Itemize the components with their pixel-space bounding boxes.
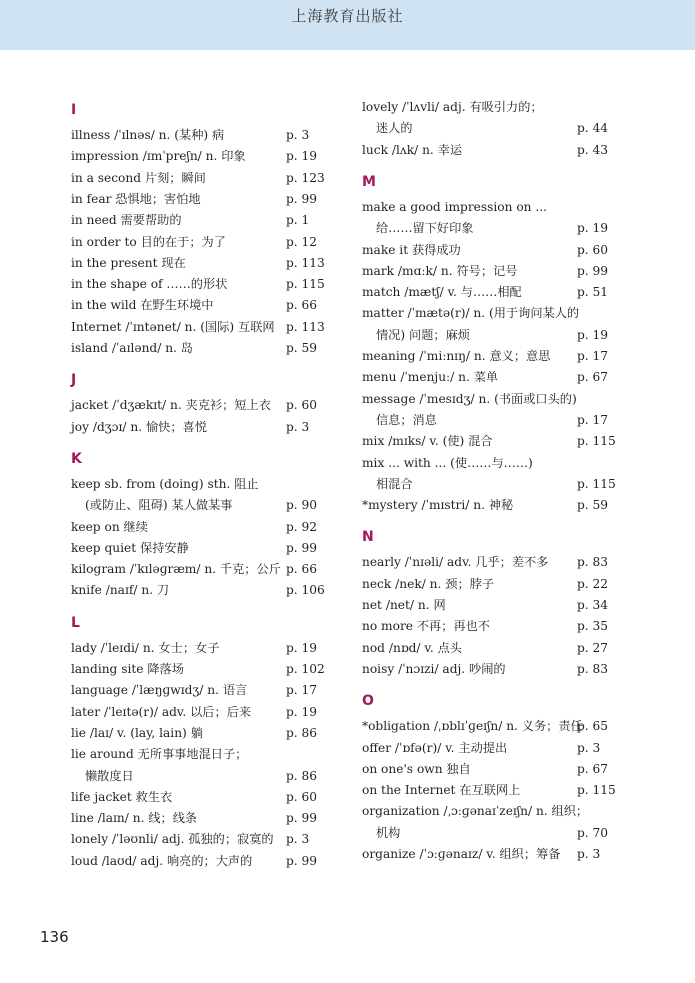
page-number: 136	[40, 928, 69, 946]
entry-page-ref: p. 66	[286, 298, 318, 313]
entry-page-ref: p. 99	[577, 263, 609, 278]
entry-page-ref: p. 59	[577, 498, 609, 513]
page-header	[0, 0, 695, 50]
entry-page-ref: p. 3	[286, 128, 310, 142]
entry-text: kilogram /ˈkɪləɡræm/ n. 千克；公斤	[71, 562, 281, 577]
entry-page-ref: p. 70	[577, 825, 609, 840]
entry-text: 机构	[376, 825, 401, 840]
entry-page-ref: p. 19	[577, 327, 609, 342]
entry-page-ref: p. 44	[577, 121, 609, 136]
entry-page-ref: p. 67	[577, 761, 609, 776]
entry-text: neck /nek/ n. 颈；脖子	[362, 576, 495, 591]
entry-page-ref: p. 19	[286, 640, 318, 655]
entry-text: knife /naɪf/ n. 刀	[71, 583, 170, 598]
entry-text: impression /ɪmˈpreʃn/ n. 印象	[71, 149, 246, 164]
entry-text: 信息；消息	[376, 412, 437, 427]
entry-text: mark /mɑːk/ n. 符号；记号	[362, 263, 518, 278]
entry-page-ref: p. 83	[577, 555, 609, 570]
entry-page-ref: p. 65	[577, 719, 609, 734]
entry-text: life jacket 救生衣	[71, 789, 173, 804]
entry-page-ref: p. 99	[286, 853, 318, 868]
entry-text: lady /ˈleɪdi/ n. 女士；女子	[71, 640, 220, 655]
entry-text: 迷人的	[376, 121, 413, 136]
entry-page-ref: p. 113	[286, 255, 325, 270]
entry-page-ref: p. 34	[577, 598, 609, 612]
entry-page-ref: p. 22	[577, 576, 609, 591]
entry-page-ref: p. 35	[577, 619, 609, 634]
entry-text: later /ˈleɪtə(r)/ adv. 以后；后来	[71, 704, 252, 719]
entry-text: island /ˈaɪlənd/ n. 岛	[71, 341, 193, 355]
entry-text: in need 需要帮助的	[71, 213, 182, 228]
entry-page-ref: p. 66	[286, 562, 318, 577]
entry-text: (或防止、阻碍) 某人做某事	[85, 498, 233, 513]
entry-text: organization /ˌɔːɡənaɪˈzeɪʃn/ n. 组织；	[362, 804, 589, 819]
entry-text: in a second 片刻；瞬间	[71, 170, 206, 185]
entry-page-ref: p. 99	[286, 811, 318, 826]
entry-page-ref: p. 67	[577, 370, 609, 385]
entry-page-ref: p. 17	[577, 349, 609, 363]
entry-page-ref: p. 3	[577, 847, 601, 861]
entry-page-ref: p. 115	[286, 277, 325, 292]
entry-text: jacket /ˈdʒækɪt/ n. 夹克衫；短上衣	[71, 398, 271, 413]
entry-text: on one's own 独自	[362, 761, 471, 776]
entry-page-ref: p. 60	[286, 789, 318, 804]
entry-page-ref: p. 59	[286, 341, 318, 355]
entry-text: language /ˈlæŋɡwɪdʒ/ n. 语言	[71, 683, 248, 698]
entry-text: in the shape of ……的形状	[71, 277, 228, 292]
entry-page-ref: p. 17	[286, 683, 318, 698]
section-letter-o: O	[362, 693, 374, 710]
entry-page-ref: p. 19	[286, 149, 318, 164]
section-letter-n: N	[362, 529, 374, 546]
section-letter-i: I	[71, 102, 77, 118]
entry-text: mix /mɪks/ v. (使) 混合	[362, 434, 493, 449]
entry-page-ref: p. 3	[286, 419, 310, 434]
entry-text: menu /ˈmenjuː/ n. 菜单	[362, 370, 499, 385]
entry-text: 相混合	[376, 476, 413, 491]
entry-text: on the Internet 在互联网上	[362, 783, 521, 798]
entry-text: in order to 目的在于；为了	[71, 234, 226, 249]
entry-page-ref: p. 17	[577, 412, 609, 427]
entry-page-ref: p. 19	[286, 704, 318, 719]
entry-text: no more 不再；再也不	[362, 619, 490, 634]
entry-text: 给……留下好印象	[376, 221, 474, 236]
entry-text: organize /ˈɔːɡənaɪz/ v. 组织；筹备	[362, 847, 561, 861]
entry-text: matter /ˈmætə(r)/ n. (用于询问某人的	[362, 306, 580, 321]
entry-page-ref: p. 83	[577, 661, 609, 676]
entry-page-ref: p. 102	[286, 662, 325, 676]
entry-text: make a good impression on ...	[362, 199, 548, 214]
entry-text: *mystery /ˈmɪstri/ n. 神秘	[362, 498, 514, 513]
entry-page-ref: p. 90	[286, 498, 318, 513]
entry-page-ref: p. 99	[286, 191, 318, 206]
entry-text: nod /nɒd/ v. 点头	[362, 640, 462, 655]
entry-page-ref: p. 86	[286, 725, 318, 740]
entry-page-ref: p. 115	[577, 476, 616, 491]
entry-text: *obligation /ˌɒblɪˈɡeɪʃn/ n. 义务；责任	[362, 719, 583, 734]
entry-page-ref: p. 3	[286, 832, 310, 847]
section-letter-j: J	[71, 372, 77, 389]
entry-text: in the wild 在野生环境中	[71, 298, 214, 313]
entry-page-ref: p. 51	[577, 285, 609, 300]
entry-text: nearly /ˈnɪəli/ adv. 几乎；差不多	[362, 555, 549, 570]
entry-page-ref: p. 99	[286, 540, 318, 555]
entry-page-ref: p. 92	[286, 519, 318, 534]
entry-text: luck /lʌk/ n. 幸运	[362, 142, 463, 157]
entry-page-ref: p. 12	[286, 234, 318, 249]
entry-page-ref: p. 106	[286, 583, 325, 598]
entry-text: lonely /ˈləʊnli/ adj. 孤独的；寂寞的	[71, 832, 274, 847]
entry-text: message /ˈmesɪdʒ/ n. (书面或口头的)	[362, 391, 577, 406]
entry-page-ref: p. 1	[286, 213, 310, 228]
entry-page-ref: p. 27	[577, 640, 609, 655]
entry-text: meaning /ˈmiːnɪŋ/ n. 意义；意思	[362, 349, 551, 363]
entry-page-ref: p. 115	[577, 434, 616, 449]
entry-page-ref: p. 113	[286, 319, 325, 334]
entry-text: loud /laʊd/ adj. 响亮的；大声的	[71, 853, 253, 868]
entry-text: mix ... with ... (使……与……)	[362, 455, 533, 470]
entry-page-ref: p. 60	[286, 398, 318, 413]
entry-text: net /net/ n. 网	[362, 598, 446, 612]
entry-page-ref: p. 115	[577, 783, 616, 798]
entry-text: joy /dʒɔɪ/ n. 愉快；喜悦	[71, 419, 207, 434]
publisher-title: 上海教育出版社	[291, 7, 404, 25]
entry-text: match /mætʃ/ v. 与……相配	[362, 285, 522, 300]
entry-text: lovely /ˈlʌvli/ adj. 有吸引力的；	[362, 100, 543, 114]
entry-text: lie around 无所事事地混日子；	[71, 747, 248, 762]
entry-page-ref: p. 123	[286, 170, 325, 185]
section-letter-k: K	[71, 450, 82, 467]
entry-text: make it 获得成功	[362, 242, 461, 257]
entry-page-ref: p. 60	[577, 242, 609, 257]
entry-text: keep quiet 保持安静	[71, 540, 189, 555]
section-letter-l: L	[71, 614, 80, 631]
entry-text: lie /laɪ/ v. (lay, lain) 躺	[71, 725, 203, 740]
entry-text: illness /ˈɪlnəs/ n. (某种) 病	[71, 128, 225, 142]
entry-text: keep sb. from (doing) sth. 阻止	[71, 476, 259, 491]
entry-page-ref: p. 3	[577, 740, 601, 755]
entry-text: noisy /ˈnɔɪzi/ adj. 吵闹的	[362, 661, 506, 676]
entry-text: Internet /ˈɪntənet/ n. (国际) 互联网	[71, 319, 275, 334]
entry-text: 情况) 问题；麻烦	[376, 327, 470, 342]
entry-text: landing site 降落场	[71, 662, 184, 676]
entry-page-ref: p. 86	[286, 768, 318, 783]
entry-text: line /laɪn/ n. 线；线条	[71, 811, 198, 826]
entry-text: in fear 恐惧地；害怕地	[71, 191, 201, 206]
entry-text: offer /ˈɒfə(r)/ v. 主动提出	[362, 740, 508, 755]
entry-text: 懒散度日	[85, 768, 134, 783]
section-letter-m: M	[362, 173, 376, 190]
entry-page-ref: p. 43	[577, 142, 609, 157]
entry-page-ref: p. 19	[577, 221, 609, 236]
entry-text: in the present 现在	[71, 255, 186, 270]
entry-text: keep on 继续	[71, 519, 148, 534]
